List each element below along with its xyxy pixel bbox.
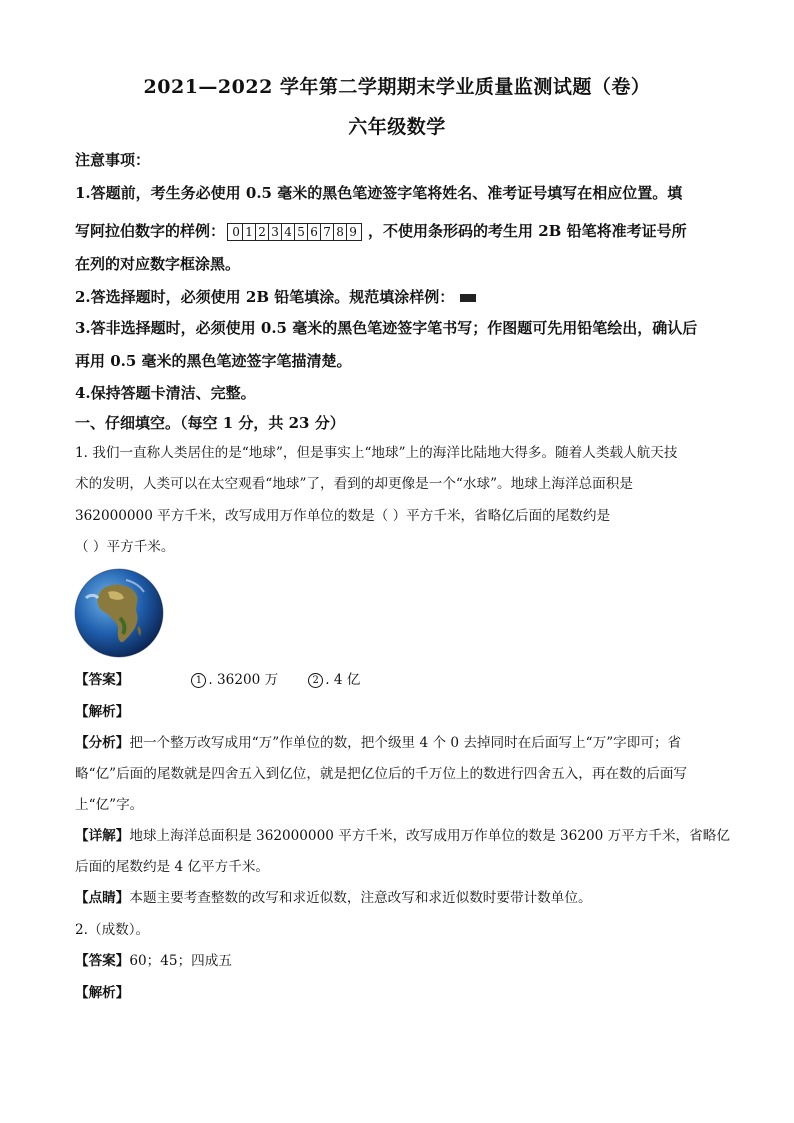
notice-item-4: 4.保持答题卡清洁、完整。 [75,384,256,402]
q1-line-2: 术的发明，人类可以在太空观看“地球”了，看到的却更像是一个“水球”。地球上海洋总面积是 [75,476,633,492]
notice-heading: 注意事项： [75,151,151,169]
exam-subtitle: 六年级数学 [348,116,446,138]
q2-line-1: 2.（成数）。 [75,922,150,938]
circle-number-2: 2 [308,673,323,688]
section-1-heading: 一、仔细填空。（每空 1 分，共 23 分） [75,414,345,432]
q1-line-4: （ ）平方千米。 [75,539,175,555]
fill-sample-icon [460,294,476,302]
q1-fenxi-2: 略“亿”后面的尾数就是四舍五入到亿位，就是把亿位后的千万位上的数进行四舍五入，再在数的后面写 [75,766,688,782]
circle-number-1: 1 [191,673,206,688]
q2-analysis-tag: 【解析】 [75,985,130,1001]
exam-title: 2021—2022 学年第二学期期末学业质量监测试题（卷） [143,76,651,98]
q1-line-1: 1. 我们一直称人类居住的是“地球”，但是事实上“地球”上的海洋比陆地大得多。随着人类载人航天技 [75,445,678,461]
notice-item-1a: 1.答题前，考生务必使用 0.5 毫米的黑色笔迹签字笔将姓名、准考证号填写在相应位置。填 [75,184,683,202]
notice-item-3a: 3.答非选择题时，必须使用 0.5 毫米的黑色笔迹签字笔书写；作图题可先用铅笔绘出，确认后 [75,319,698,337]
q2-answer: 【答案】60；45；四成五 [75,953,232,969]
q1-fenxi-1: 【分析】把一个整万改写成用“万”作单位的数，把个级里 4 个 0 去掉同时在后面写上“万”字即可；省 [75,735,682,751]
notice-item-1c: 在列的对应数字框涂黑。 [75,255,241,273]
notice-item-1b-pre: 写阿拉伯数字的样例： [75,222,226,240]
q1-detail-2: 后面的尾数约是 4 亿平方千米。 [75,859,270,875]
answer-tag: 【答案】 [75,672,130,688]
q1-line-3: 362000000 平方千米，改写成用万作单位的数是（ ）平方千米，省略亿后面的尾数约是 [75,508,611,524]
q1-analysis-tag: 【解析】 [75,704,130,720]
answer-value-1: . 36200 万 [208,672,279,688]
q1-answer [75,670,725,690]
notice-item-1b [75,221,725,241]
notice-item-3b: 再用 0.5 毫米的黑色笔迹签字笔描清楚。 [75,352,352,370]
notice-item-2: 2.答选择题时，必须使用 2B 铅笔填涂。规范填涂样例： [75,287,725,307]
q1-fenxi-3: 上“亿”字。 [75,797,144,813]
q1-comment: 【点睛】本题主要考查整数的改写和求近似数，注意改写和求近似数时要带计数单位。 [75,890,592,906]
answer-value-2: . 4 亿 [325,672,361,688]
q1-detail-1: 【详解】地球上海洋总面积是 362000000 平方千米，改写成用万作单位的数是 36200 万平方千米，省略亿 [75,828,730,844]
digit-sample-box: 0 1 2 3 4 5 6 7 8 9 [227,223,362,241]
earth-globe-icon [74,568,164,658]
notice-item-1b-post: ，不使用条形码的考生用 2B 铅笔将准考证号所 [368,222,687,240]
